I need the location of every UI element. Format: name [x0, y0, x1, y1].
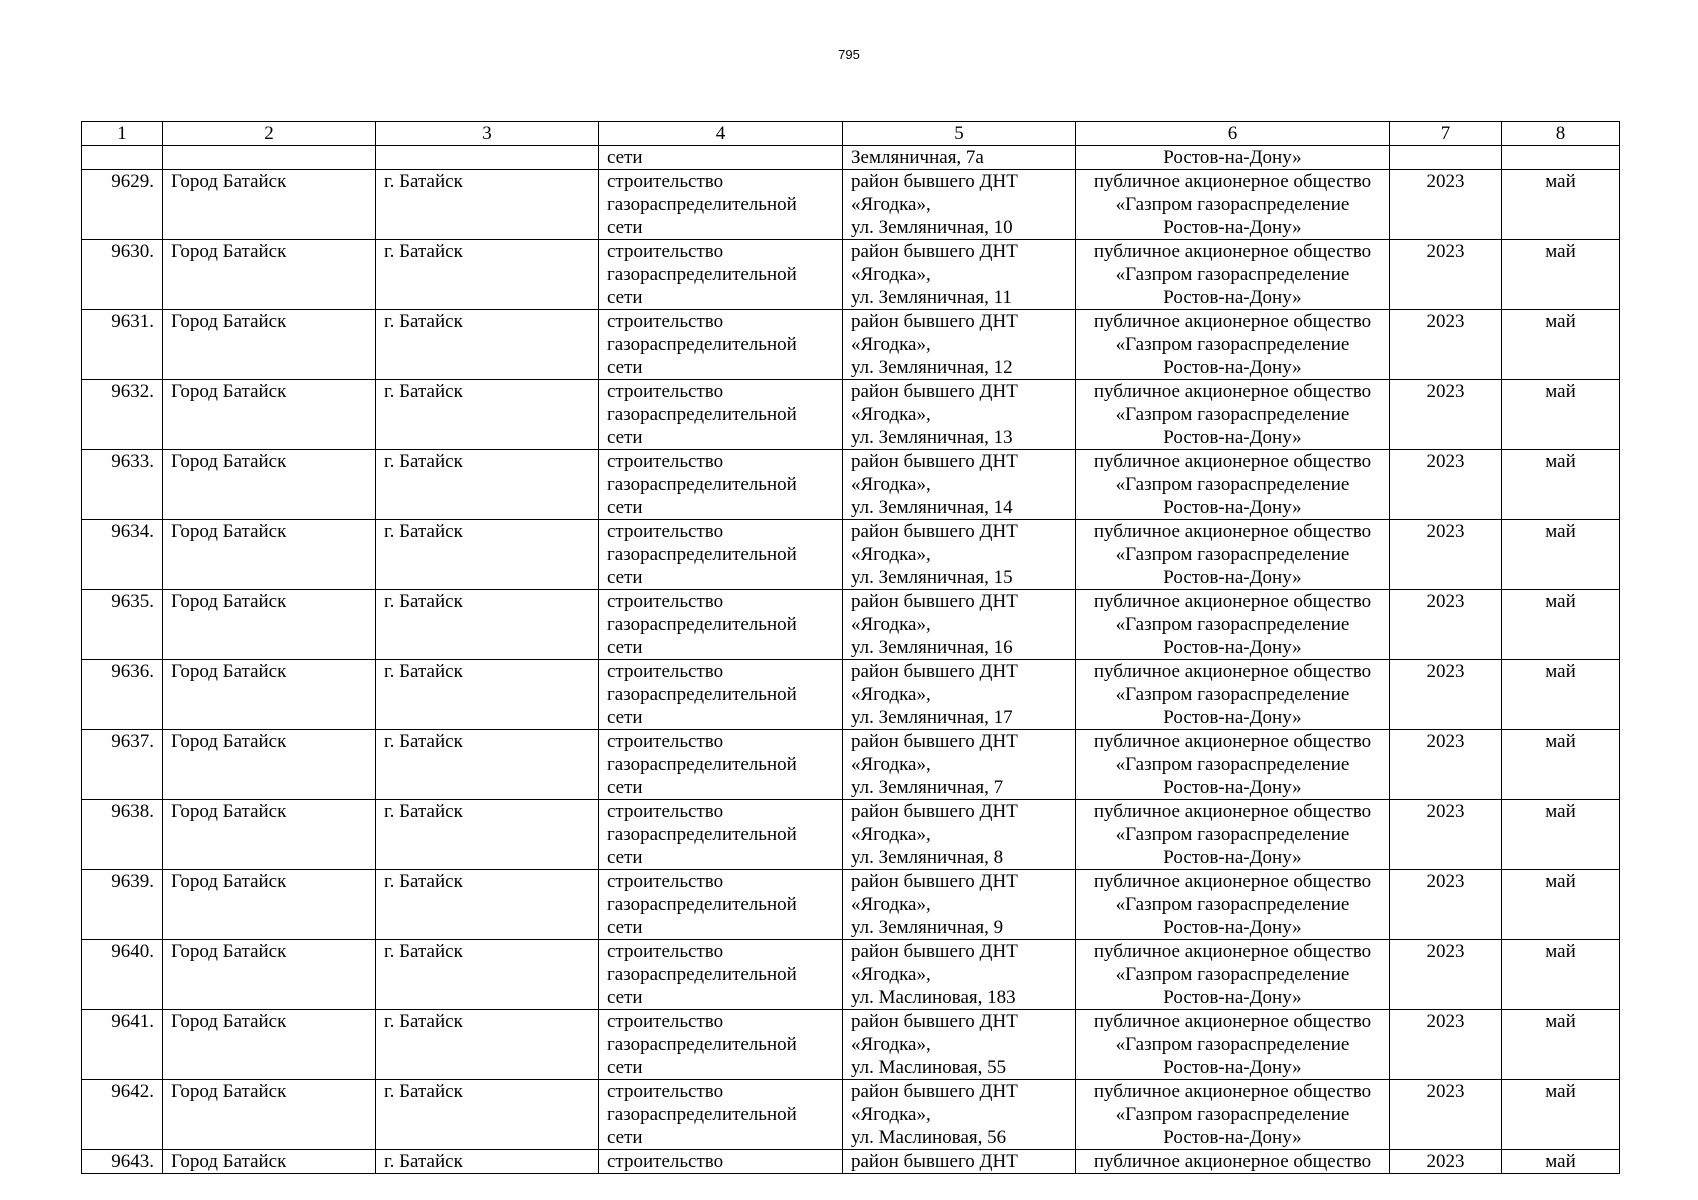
cell-settlement: г. Батайск: [376, 380, 599, 450]
cell-settlement: г. Батайск: [376, 240, 599, 310]
cell-year: 2023: [1390, 310, 1502, 380]
cell-year: 2023: [1390, 590, 1502, 660]
cell-month: май: [1502, 660, 1620, 730]
cell-work: строительство газораспределительной сети: [599, 870, 843, 940]
cell-organization: публичное акционерное общество «Газпром газораспределение Ростов-на-Дону»: [1076, 240, 1390, 310]
cell-district: Город Батайск: [163, 800, 376, 870]
cell-settlement: г. Батайск: [376, 940, 599, 1010]
header-cell-2: 2: [163, 122, 376, 146]
cell-organization: публичное акционерное общество «Газпром газораспределение Ростов-на-Дону»: [1076, 450, 1390, 520]
cell-month: [1502, 146, 1620, 170]
cell-district: Город Батайск: [163, 730, 376, 800]
cell-organization: публичное акционерное общество «Газпром газораспределение Ростов-на-Дону»: [1076, 520, 1390, 590]
cell-work: строительство газораспределительной сети: [599, 1080, 843, 1150]
cell-address: район бывшего ДНТ «Ягодка», ул. Маслиновая, 183: [843, 940, 1076, 1010]
cell-work: строительство газораспределительной сети: [599, 310, 843, 380]
cell-work: строительство газораспределительной сети: [599, 240, 843, 310]
cell-address: Земляничная, 7а: [843, 146, 1076, 170]
cell-address: район бывшего ДНТ «Ягодка», ул. Земляничная, 12: [843, 310, 1076, 380]
header-cell-5: 5: [843, 122, 1076, 146]
cell-num: 9634.: [82, 520, 163, 590]
cell-district: Город Батайск: [163, 660, 376, 730]
cell-year: 2023: [1390, 940, 1502, 1010]
table-row: [82, 520, 1620, 590]
table-row: [82, 1010, 1620, 1080]
cell-settlement: г. Батайск: [376, 660, 599, 730]
cell-month: май: [1502, 520, 1620, 590]
cell-district: Город Батайск: [163, 240, 376, 310]
cell-district: Город Батайск: [163, 590, 376, 660]
cell-organization: Ростов-на-Дону»: [1076, 146, 1390, 170]
document-table: [81, 121, 1620, 1174]
cell-address: район бывшего ДНТ «Ягодка», ул. Маслиновая, 55: [843, 1010, 1076, 1080]
cell-settlement: г. Батайск: [376, 520, 599, 590]
cell-year: 2023: [1390, 1150, 1502, 1174]
cell-address: район бывшего ДНТ «Ягодка», ул. Земляничная, 10: [843, 170, 1076, 240]
cell-settlement: [376, 146, 599, 170]
cell-settlement: г. Батайск: [376, 800, 599, 870]
cell-address: район бывшего ДНТ «Ягодка», ул. Земляничная, 13: [843, 380, 1076, 450]
table-row: [82, 590, 1620, 660]
cell-work: строительство газораспределительной сети: [599, 380, 843, 450]
cell-month: май: [1502, 380, 1620, 450]
cell-district: Город Батайск: [163, 1150, 376, 1174]
cell-num: 9632.: [82, 380, 163, 450]
table-row: [82, 450, 1620, 520]
cell-organization: публичное акционерное общество «Газпром газораспределение Ростов-на-Дону»: [1076, 800, 1390, 870]
table-row: [82, 870, 1620, 940]
cell-month: май: [1502, 1010, 1620, 1080]
cell-address: район бывшего ДНТ «Ягодка», ул. Земляничная, 11: [843, 240, 1076, 310]
cell-district: Город Батайск: [163, 1010, 376, 1080]
cell-num: 9638.: [82, 800, 163, 870]
table-row: [82, 800, 1620, 870]
cell-work: строительство газораспределительной сети: [599, 940, 843, 1010]
cell-num: 9641.: [82, 1010, 163, 1080]
cell-num: 9635.: [82, 590, 163, 660]
header-cell-6: 6: [1076, 122, 1390, 146]
cell-work: строительство газораспределительной сети: [599, 800, 843, 870]
cell-settlement: г. Батайск: [376, 310, 599, 380]
cell-year: 2023: [1390, 450, 1502, 520]
cell-num: [82, 146, 163, 170]
table-row: [82, 170, 1620, 240]
cell-month: май: [1502, 170, 1620, 240]
continuation-row: [82, 146, 1620, 170]
cell-district: [163, 146, 376, 170]
cell-year: 2023: [1390, 730, 1502, 800]
cell-district: Город Батайск: [163, 520, 376, 590]
cell-year: 2023: [1390, 240, 1502, 310]
cell-address: район бывшего ДНТ «Ягодка», ул. Земляничная, 9: [843, 870, 1076, 940]
cell-district: Город Батайск: [163, 170, 376, 240]
cell-organization: публичное акционерное общество «Газпром газораспределение Ростов-на-Дону»: [1076, 170, 1390, 240]
table-row: [82, 310, 1620, 380]
header-cell-4: 4: [599, 122, 843, 146]
cell-address: район бывшего ДНТ «Ягодка», ул. Земляничная, 17: [843, 660, 1076, 730]
table-row: [82, 940, 1620, 1010]
cell-year: 2023: [1390, 1010, 1502, 1080]
header-row: [82, 122, 1620, 146]
cell-num: 9643.: [82, 1150, 163, 1174]
cell-organization: публичное акционерное общество: [1076, 1150, 1390, 1174]
cell-organization: публичное акционерное общество «Газпром газораспределение Ростов-на-Дону»: [1076, 590, 1390, 660]
header-cell-7: 7: [1390, 122, 1502, 146]
header-cell-3: 3: [376, 122, 599, 146]
cell-work: строительство газораспределительной сети: [599, 520, 843, 590]
cell-num: 9639.: [82, 870, 163, 940]
cell-settlement: г. Батайск: [376, 170, 599, 240]
cell-district: Город Батайск: [163, 1080, 376, 1150]
cell-year: 2023: [1390, 380, 1502, 450]
cell-settlement: г. Батайск: [376, 1010, 599, 1080]
cell-month: май: [1502, 870, 1620, 940]
cell-work: строительство газораспределительной сети: [599, 1010, 843, 1080]
cell-address: район бывшего ДНТ «Ягодка», ул. Земляничная, 7: [843, 730, 1076, 800]
header-cell-8: 8: [1502, 122, 1620, 146]
cell-settlement: г. Батайск: [376, 450, 599, 520]
cell-num: 9633.: [82, 450, 163, 520]
cell-address: район бывшего ДНТ «Ягодка», ул. Земляничная, 15: [843, 520, 1076, 590]
cell-num: 9637.: [82, 730, 163, 800]
cell-organization: публичное акционерное общество «Газпром газораспределение Ростов-на-Дону»: [1076, 870, 1390, 940]
cell-month: май: [1502, 590, 1620, 660]
cell-address: район бывшего ДНТ: [843, 1150, 1076, 1174]
cell-work: строительство газораспределительной сети: [599, 590, 843, 660]
cell-work: строительство газораспределительной сети: [599, 170, 843, 240]
cell-month: май: [1502, 800, 1620, 870]
table-row: [82, 730, 1620, 800]
cell-num: 9636.: [82, 660, 163, 730]
cell-num: 9642.: [82, 1080, 163, 1150]
page-number: 795: [838, 47, 860, 62]
table-row: [82, 380, 1620, 450]
cell-address: район бывшего ДНТ «Ягодка», ул. Земляничная, 16: [843, 590, 1076, 660]
cell-work: строительство газораспределительной сети: [599, 660, 843, 730]
cell-address: район бывшего ДНТ «Ягодка», ул. Земляничная, 14: [843, 450, 1076, 520]
cell-settlement: г. Батайск: [376, 1080, 599, 1150]
cell-settlement: г. Батайск: [376, 1150, 599, 1174]
cell-year: [1390, 146, 1502, 170]
cell-organization: публичное акционерное общество «Газпром газораспределение Ростов-на-Дону»: [1076, 1080, 1390, 1150]
cell-work: строительство газораспределительной сети: [599, 450, 843, 520]
cell-organization: публичное акционерное общество «Газпром газораспределение Ростов-на-Дону»: [1076, 310, 1390, 380]
cell-address: район бывшего ДНТ «Ягодка», ул. Земляничная, 8: [843, 800, 1076, 870]
cell-month: май: [1502, 1080, 1620, 1150]
cell-district: Город Батайск: [163, 450, 376, 520]
cell-district: Город Батайск: [163, 380, 376, 450]
cell-work: сети: [599, 146, 843, 170]
cell-month: май: [1502, 240, 1620, 310]
cell-district: Город Батайск: [163, 870, 376, 940]
cell-year: 2023: [1390, 660, 1502, 730]
cell-work: строительство газораспределительной сети: [599, 730, 843, 800]
table-row-partial: [82, 1150, 1620, 1174]
cell-organization: публичное акционерное общество «Газпром газораспределение Ростов-на-Дону»: [1076, 380, 1390, 450]
cell-work: строительство: [599, 1150, 843, 1174]
cell-year: 2023: [1390, 800, 1502, 870]
cell-year: 2023: [1390, 520, 1502, 590]
cell-settlement: г. Батайск: [376, 730, 599, 800]
cell-num: 9629.: [82, 170, 163, 240]
cell-year: 2023: [1390, 870, 1502, 940]
cell-district: Город Батайск: [163, 310, 376, 380]
cell-year: 2023: [1390, 170, 1502, 240]
table-row: [82, 1080, 1620, 1150]
cell-organization: публичное акционерное общество «Газпром газораспределение Ростов-на-Дону»: [1076, 660, 1390, 730]
cell-address: район бывшего ДНТ «Ягодка», ул. Маслиновая, 56: [843, 1080, 1076, 1150]
header-cell-1: 1: [82, 122, 163, 146]
cell-settlement: г. Батайск: [376, 590, 599, 660]
cell-month: май: [1502, 1150, 1620, 1174]
cell-num: 9631.: [82, 310, 163, 380]
table-row: [82, 660, 1620, 730]
table-row: [82, 240, 1620, 310]
cell-month: май: [1502, 450, 1620, 520]
cell-num: 9630.: [82, 240, 163, 310]
cell-organization: публичное акционерное общество «Газпром газораспределение Ростов-на-Дону»: [1076, 1010, 1390, 1080]
cell-num: 9640.: [82, 940, 163, 1010]
cell-month: май: [1502, 940, 1620, 1010]
cell-organization: публичное акционерное общество «Газпром газораспределение Ростов-на-Дону»: [1076, 730, 1390, 800]
cell-district: Город Батайск: [163, 940, 376, 1010]
cell-settlement: г. Батайск: [376, 870, 599, 940]
cell-organization: публичное акционерное общество «Газпром газораспределение Ростов-на-Дону»: [1076, 940, 1390, 1010]
cell-month: май: [1502, 310, 1620, 380]
cell-year: 2023: [1390, 1080, 1502, 1150]
cell-month: май: [1502, 730, 1620, 800]
